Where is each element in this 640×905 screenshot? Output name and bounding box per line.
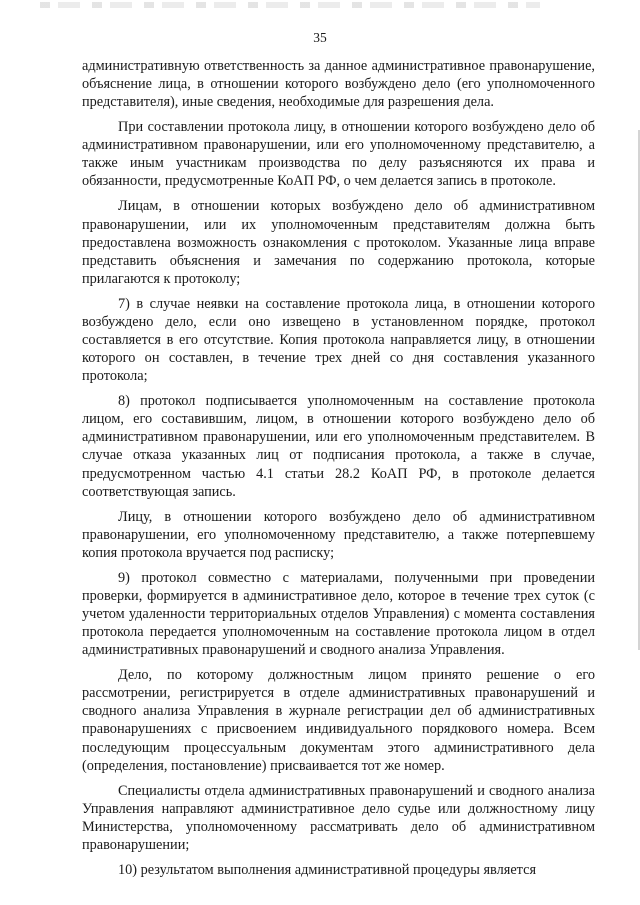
page-number: 35 xyxy=(313,30,327,45)
paragraph: 7) в случае неявки на составление протокола лица, в отношении которого возбуждено дело, если оно извещено в установленном порядке, протокол составляется в его отсутствие. Копия протокола направляется лицу, в отношении которого он составлен, в течение трех дней со дня составления указанного протокола; xyxy=(82,295,595,385)
paragraph: При составлении протокола лицу, в отношении которого возбуждено дело об административном правонарушении, или его уполномоченному представителю, а также иным участникам производства по делу разъясняются их права и обязанности, предусмотренные КоАП РФ, о чем делается запись в протоколе. xyxy=(82,119,595,190)
paragraph: Лицам, в отношении которых возбуждено дело об административном правонарушении, или их уполномоченным представителям должна быть предоставлена возможность ознакомления с протоколом. Указанные лица вправе представить объяснения и замечания по содержанию протокола, которые прилагаются к протоколу; xyxy=(82,198,595,287)
paragraph: административную ответственность за данное административное правонарушение, объяснение лица, в отношении которого возбуждено дело (его уполномоченного представителя), иные сведения, необходимые для разрешения дела. xyxy=(82,58,595,111)
document-body xyxy=(82,57,595,886)
paragraph: 9) протокол совместно с материалами, полученными при проведении проверки, формируется в административное дело, которое в течение трех суток (с учетом удаленности территориальных отделов Управления) с момента составления протокола передается уполномоченным на составление протокола лицом в отдел административных правонарушений и сводного анализа Управления. xyxy=(82,569,595,659)
paragraph: Дело, по которому должностным лицом принято решение о его рассмотрении, регистрируется в отделе административных правонарушений и сводного анализа Управления в журнале регистрации дел об административных правонарушениях с присвоением индивидуального порядкового номера. Всем последующим процессуальным документам этого административного дела (определения, постановление) присваивается тот же номер. xyxy=(82,667,595,774)
scan-header-artifact xyxy=(40,2,540,8)
paragraph: 8) протокол подписывается уполномоченным на составление протокола лицом, его составившим, лицом, в отношении которого возбуждено дело об административном правонарушении, или его уполномоченным представителем. В случае отказа указанных лиц от подписания протокола, а также в случае, предусмотренном частью 4.1 статьи 28.2 КоАП РФ, в протоколе делается соответствующая запись. xyxy=(82,393,595,500)
paragraph: 10) результатом выполнения административной процедуры является xyxy=(118,861,537,878)
paragraph: Лицу, в отношении которого возбуждено дело об административном правонарушении, его уполномоченному представителю, а также потерпевшему копия протокола вручается под расписку; xyxy=(82,508,595,561)
paragraph: Специалисты отдела административных правонарушений и сводного анализа Управления направляют административное дело судье или должностному лицу Министерства, уполномоченному рассматривать дело об административном правонарушении; xyxy=(82,782,595,853)
